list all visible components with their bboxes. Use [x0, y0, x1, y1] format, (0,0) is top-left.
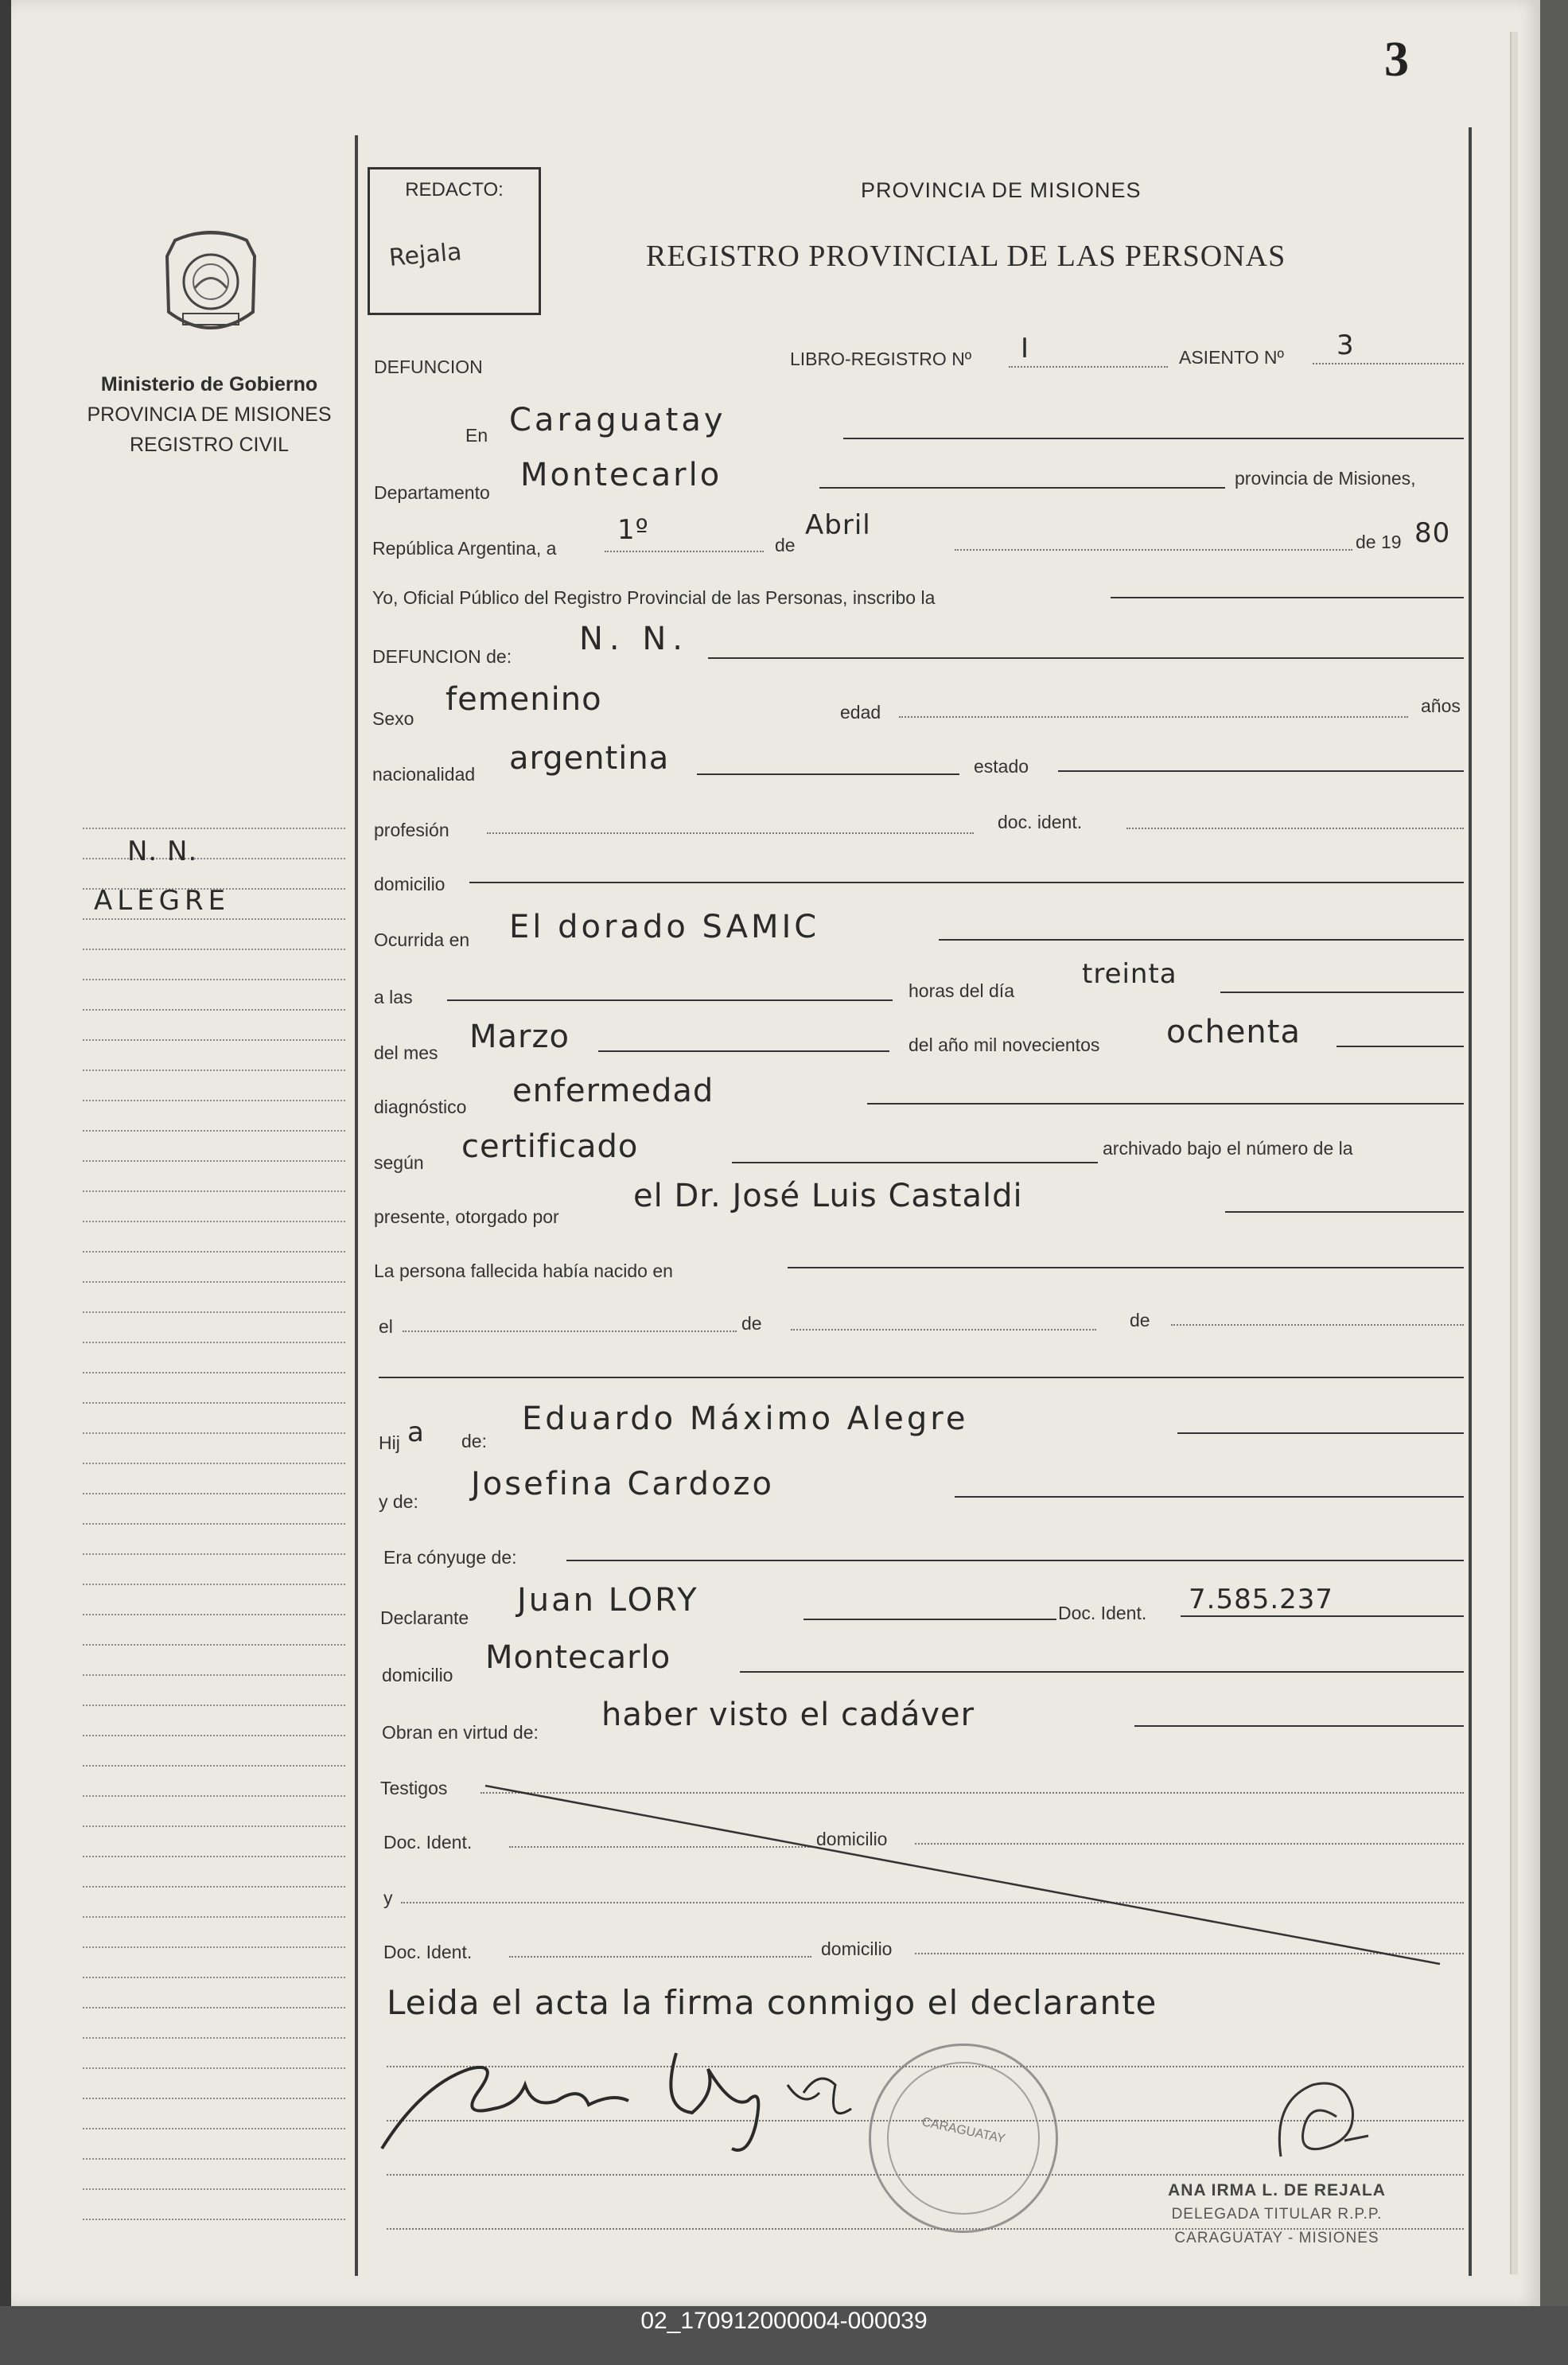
testigo-domicilio-label: domicilio	[816, 1829, 888, 1849]
profesion-label: profesión	[374, 820, 449, 840]
testigo-doc-label: Doc. Ident.	[383, 1832, 473, 1853]
decl-domicilio-label: domicilio	[382, 1665, 453, 1685]
presente-label: presente, otorgado por	[374, 1206, 559, 1227]
el-label: el	[379, 1316, 393, 1337]
horas-label: horas del día	[909, 980, 1014, 1001]
declarante-label: Declarante	[380, 1607, 469, 1628]
el-de-b-label: de	[1130, 1310, 1150, 1331]
officer-block	[1122, 2179, 1432, 2250]
ocurrida-label: Ocurrida en	[374, 929, 470, 950]
segun-label: según	[374, 1152, 424, 1173]
departamento-label: Departamento	[374, 482, 490, 503]
domicilio-label: domicilio	[374, 874, 445, 894]
obran-value: haber visto el cadáver	[601, 1697, 975, 1733]
closing-statement: Leida el acta la firma conmigo el declarante	[387, 1983, 1158, 2022]
defuncion-de-label: DEFUNCION de:	[372, 646, 512, 667]
yde-label: y de:	[379, 1491, 418, 1512]
registry-header: REGISTRO PROVINCIAL DE LAS PERSONAS	[646, 240, 1286, 273]
declarante-value: Juan LORY	[517, 1582, 699, 1619]
archivado-label: archivado bajo el número de la	[1103, 1138, 1353, 1159]
madre-value: Josefina Cardozo	[471, 1466, 775, 1502]
anio-value: ochenta	[1166, 1014, 1301, 1050]
day-value: 1º	[617, 514, 649, 546]
doc-ident-label: doc. ident.	[998, 812, 1083, 832]
de19-label: de 19	[1356, 532, 1402, 552]
yo-label: Yo, Oficial Público del Registro Provincial de las Personas, inscribo la	[372, 587, 936, 608]
en-label: En	[465, 425, 488, 446]
ocurrida-value: El dorado SAMIC	[509, 909, 820, 945]
nacionalidad-label: nacionalidad	[372, 764, 476, 785]
nacionalidad-value: argentina	[509, 740, 670, 777]
officer-title: DELEGADA TITULAR R.P.P.	[1171, 2206, 1383, 2223]
delmes-label: del mes	[374, 1042, 438, 1063]
official-stamp	[869, 2044, 1058, 2233]
ministry-name: Ministerio de Gobierno	[100, 373, 318, 395]
testigo2-doc-label: Doc. Ident.	[383, 1942, 473, 1962]
officer-place: CARAGUATAY - MISIONES	[1174, 2230, 1379, 2246]
provincia-suffix: provincia de Misiones,	[1235, 468, 1416, 489]
act-type-label: DEFUNCION	[374, 357, 483, 377]
defuncion-de-value: N. N.	[579, 621, 689, 657]
officer-signature	[1257, 2069, 1392, 2172]
alas-label: a las	[374, 987, 413, 1007]
decl-doc-label: Doc. Ident.	[1058, 1603, 1147, 1623]
month-de-label: de	[775, 535, 796, 555]
sexo-value: femenino	[445, 681, 602, 718]
el-de-a-label: de	[741, 1313, 762, 1334]
edad-label: edad	[840, 702, 881, 723]
redacto-signature: Rejala	[387, 238, 463, 272]
testigo-y-label: y	[383, 1888, 393, 1908]
page-number: 3	[1384, 33, 1409, 87]
departamento-value: Montecarlo	[520, 457, 722, 493]
ministry-registry: REGISTRO CIVIL	[129, 434, 290, 456]
sexo-label: Sexo	[372, 708, 414, 729]
officer-name: ANA IRMA L. DE REJALA	[1168, 2181, 1386, 2199]
month-value: Abril	[805, 509, 871, 541]
testigo2-domicilio-label: domicilio	[821, 1938, 893, 1959]
segun-value: certificado	[461, 1128, 639, 1165]
en-value: Caraguatay	[509, 402, 726, 438]
obran-label: Obran en virtud de:	[382, 1722, 539, 1743]
image-caption: 02_170912000004-000039	[640, 2308, 928, 2334]
province-header: PROVINCIA DE MISIONES	[861, 178, 1142, 202]
decl-domicilio-value: Montecarlo	[485, 1639, 671, 1676]
hij-suffix: a	[407, 1416, 425, 1448]
nacido-label: La persona fallecida había nacido en	[374, 1260, 673, 1281]
estado-label: estado	[974, 756, 1029, 777]
mes-value: Marzo	[469, 1019, 570, 1055]
asiento-value: 3	[1336, 329, 1355, 361]
conyuge-label: Era cónyuge de:	[383, 1547, 517, 1568]
margin-note-name: N. N.	[127, 836, 198, 867]
presente-value: el Dr. José Luis Castaldi	[633, 1178, 1023, 1214]
asiento-label: ASIENTO Nº	[1179, 347, 1284, 368]
testigos-label: Testigos	[380, 1778, 448, 1798]
padre-value: Eduardo Máximo Alegre	[522, 1401, 969, 1437]
ministry-province: PROVINCIA DE MISIONES	[87, 403, 332, 426]
libro-value: I	[1021, 333, 1030, 364]
declarant-signature	[374, 2037, 931, 2164]
diagnostico-label: diagnóstico	[374, 1097, 467, 1117]
decl-doc-value: 7.585.237	[1189, 1584, 1334, 1615]
hij-de-label: de:	[461, 1431, 487, 1451]
hij-label: Hij	[379, 1432, 400, 1453]
anos-label: años	[1421, 695, 1461, 716]
diagnostico-value: enfermedad	[512, 1073, 714, 1109]
libro-label: LIBRO-REGISTRO Nº	[790, 349, 972, 369]
margin-note-surname: ALEGRE	[94, 885, 231, 917]
anio-label: del año mil novecientos	[909, 1034, 1100, 1055]
redacto-label: REDACTO:	[405, 179, 504, 201]
dia-value: treinta	[1082, 958, 1177, 990]
republica-label: República Argentina, a	[372, 538, 557, 559]
stamp-text: CARAGUATAY	[920, 2115, 1007, 2146]
year-value: 80	[1414, 517, 1451, 549]
